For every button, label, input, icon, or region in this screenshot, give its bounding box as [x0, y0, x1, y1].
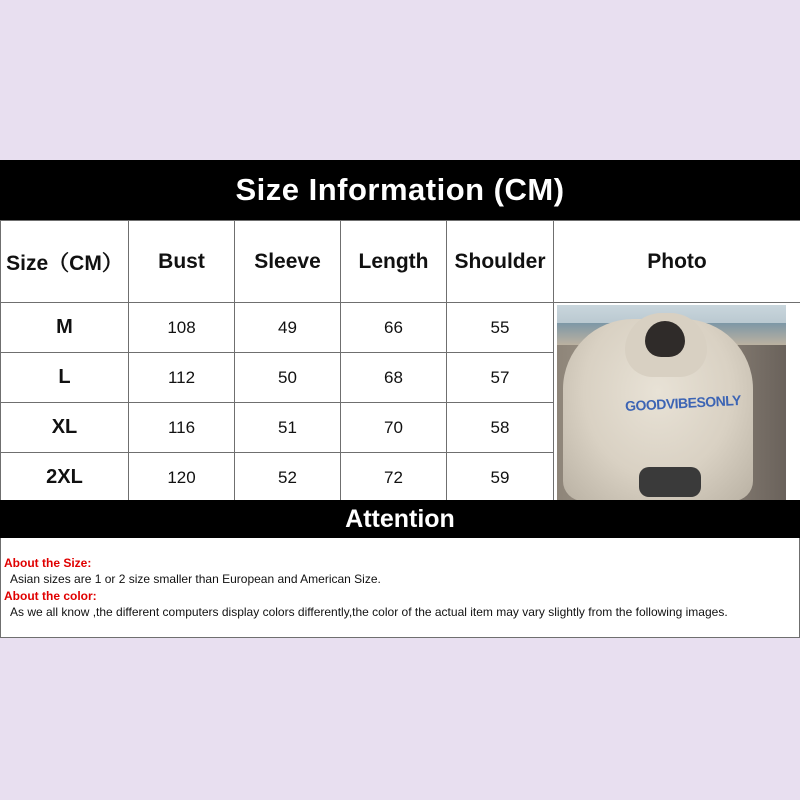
length-value: 72	[341, 453, 447, 503]
size-label: M	[1, 303, 129, 353]
shoulder-value: 58	[447, 403, 554, 453]
attention-notes	[0, 538, 800, 638]
length-value: 68	[341, 353, 447, 403]
table-header-row	[1, 221, 800, 303]
color-note-heading: About the color:	[4, 589, 97, 603]
product-photo	[557, 305, 786, 501]
size-label: L	[1, 353, 129, 403]
size-chart-sheet	[0, 160, 800, 638]
size-info-title: Size Information (CM)	[0, 160, 800, 220]
shoulder-value: 57	[447, 353, 554, 403]
sleeve-value: 51	[235, 403, 341, 453]
size-note-heading: About the Size:	[4, 556, 92, 570]
header-length: Length	[341, 221, 447, 303]
bust-value: 108	[129, 303, 235, 353]
bust-value: 120	[129, 453, 235, 503]
attention-heading: Attention	[0, 500, 800, 538]
hoodie-print-text: GOODVIBESONLY	[624, 391, 742, 415]
photo-cell	[554, 303, 800, 503]
size-label: XL	[1, 403, 129, 453]
size-table	[0, 220, 800, 503]
photo-hoodie	[563, 319, 753, 501]
header-size: Size（CM）	[1, 221, 129, 303]
header-bust: Bust	[129, 221, 235, 303]
header-shoulder: Shoulder	[447, 221, 554, 303]
header-photo: Photo	[554, 221, 800, 303]
sleeve-value: 52	[235, 453, 341, 503]
bust-value: 112	[129, 353, 235, 403]
photo-face	[645, 321, 685, 357]
length-value: 70	[341, 403, 447, 453]
size-label: 2XL	[1, 453, 129, 503]
sleeve-value: 49	[235, 303, 341, 353]
sleeve-value: 50	[235, 353, 341, 403]
header-sleeve: Sleeve	[235, 221, 341, 303]
bust-value: 116	[129, 403, 235, 453]
color-note-text: As we all know ,the different computers display colors differently,the color of the actual item may vary slightly from the following images.	[10, 605, 728, 619]
size-note-text: Asian sizes are 1 or 2 size smaller than European and American Size.	[10, 572, 381, 586]
shoulder-value: 55	[447, 303, 554, 353]
table-row	[1, 303, 800, 353]
shoulder-value: 59	[447, 453, 554, 503]
length-value: 66	[341, 303, 447, 353]
photo-hands	[639, 467, 701, 497]
